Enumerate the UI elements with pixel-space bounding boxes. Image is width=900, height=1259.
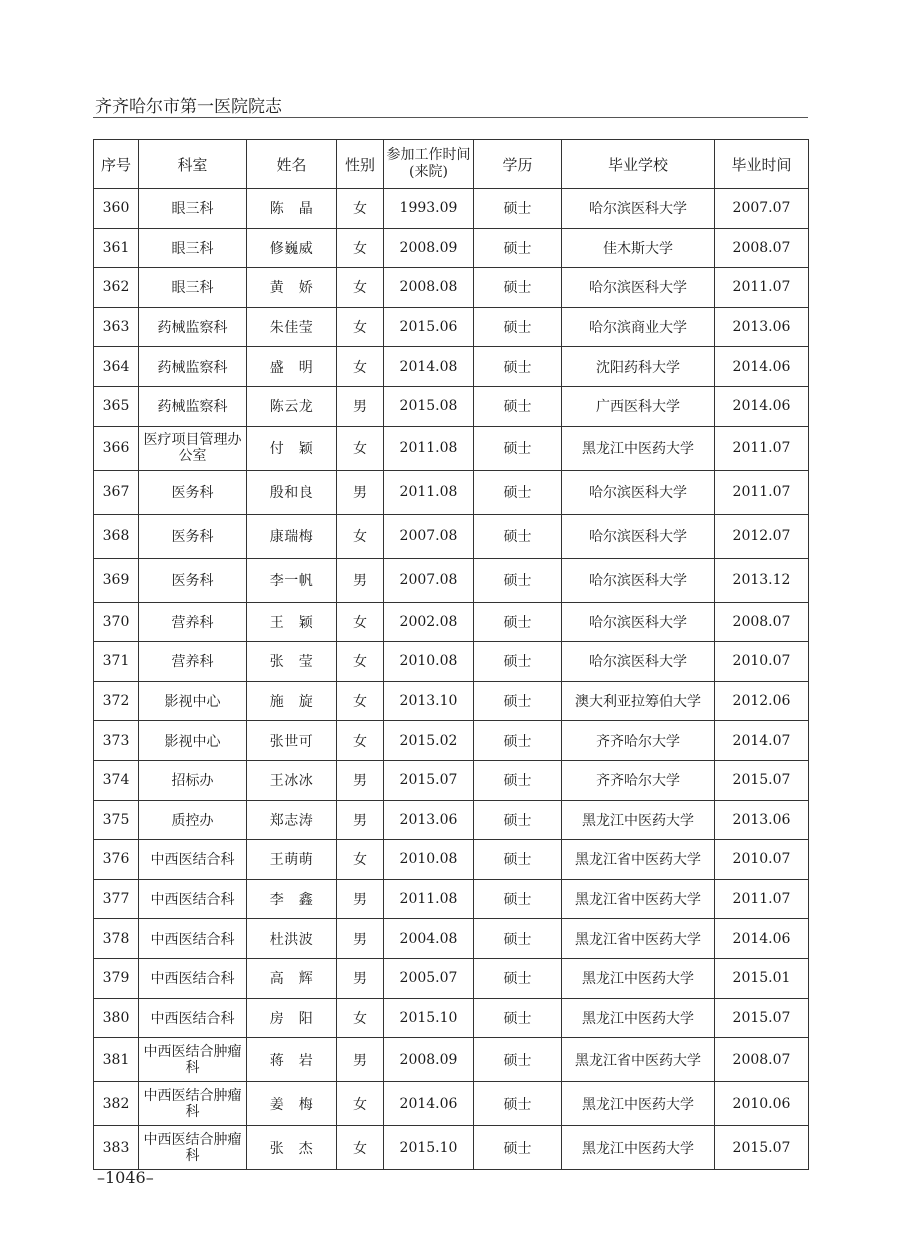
table-row: [94, 307, 809, 347]
cell-degree: 硕士: [474, 386, 562, 426]
cell-start-date: 1993.09: [384, 189, 474, 229]
cell-degree: 硕士: [474, 558, 562, 602]
cell-name: 盛 明: [247, 347, 337, 387]
cell-start-date: 2002.08: [384, 602, 474, 642]
cell-department: 中西医结合科: [139, 840, 247, 880]
cell-name: 殷和良: [247, 470, 337, 514]
cell-graduation-date: 2013.06: [715, 800, 809, 840]
cell-school: 黑龙江中医药大学: [562, 998, 715, 1038]
cell-gender: 女: [337, 228, 384, 268]
table-row: [94, 721, 809, 761]
staff-table: [93, 139, 809, 1170]
cell-graduation-date: 2010.06: [715, 1082, 809, 1126]
cell-index: 364: [94, 347, 139, 387]
cell-gender: 男: [337, 470, 384, 514]
cell-graduation-date: 2014.06: [715, 919, 809, 959]
cell-department: 医务科: [139, 514, 247, 558]
cell-graduation-date: 2011.07: [715, 268, 809, 308]
cell-degree: 硕士: [474, 268, 562, 308]
cell-gender: 女: [337, 1082, 384, 1126]
cell-start-date: 2008.09: [384, 1038, 474, 1082]
cell-index: 369: [94, 558, 139, 602]
cell-school: 黑龙江中医药大学: [562, 958, 715, 998]
table-row: [94, 919, 809, 959]
cell-department: 质控办: [139, 800, 247, 840]
table-row: [94, 1126, 809, 1170]
cell-index: 368: [94, 514, 139, 558]
cell-name: 修巍威: [247, 228, 337, 268]
cell-index: 380: [94, 998, 139, 1038]
cell-school: 黑龙江省中医药大学: [562, 879, 715, 919]
cell-degree: 硕士: [474, 514, 562, 558]
cell-department: 中西医结合科: [139, 919, 247, 959]
cell-start-date: 2010.08: [384, 840, 474, 880]
cell-start-date: 2014.06: [384, 1082, 474, 1126]
cell-department: 营养科: [139, 642, 247, 682]
cell-name: 姜 梅: [247, 1082, 337, 1126]
cell-index: 371: [94, 642, 139, 682]
table-row: [94, 514, 809, 558]
cell-department: 药械监察科: [139, 307, 247, 347]
column-header-name: 姓名: [247, 140, 337, 189]
table-header: [94, 140, 809, 189]
cell-gender: 女: [337, 514, 384, 558]
cell-school: 哈尔滨医科大学: [562, 189, 715, 229]
cell-graduation-date: 2015.07: [715, 760, 809, 800]
cell-name: 张世可: [247, 721, 337, 761]
cell-degree: 硕士: [474, 189, 562, 229]
cell-department: 中西医结合肿瘤科: [139, 1126, 247, 1170]
cell-graduation-date: 2012.07: [715, 514, 809, 558]
cell-name: 朱佳莹: [247, 307, 337, 347]
cell-gender: 男: [337, 958, 384, 998]
cell-gender: 女: [337, 307, 384, 347]
column-header-department: 科室: [139, 140, 247, 189]
cell-gender: 女: [337, 642, 384, 682]
cell-school: 黑龙江中医药大学: [562, 1126, 715, 1170]
cell-school: 哈尔滨商业大学: [562, 307, 715, 347]
cell-graduation-date: 2014.06: [715, 347, 809, 387]
cell-index: 377: [94, 879, 139, 919]
book-title: 齐齐哈尔市第一医院院志: [95, 97, 282, 117]
cell-start-date: 2011.08: [384, 470, 474, 514]
cell-degree: 硕士: [474, 426, 562, 470]
cell-name: 施 旋: [247, 681, 337, 721]
table-row: [94, 760, 809, 800]
column-header-start-date: 参加工作时间(来院): [384, 140, 474, 189]
cell-school: 哈尔滨医科大学: [562, 268, 715, 308]
cell-gender: 男: [337, 760, 384, 800]
cell-graduation-date: 2008.07: [715, 228, 809, 268]
cell-index: 379: [94, 958, 139, 998]
cell-index: 376: [94, 840, 139, 880]
cell-start-date: 2015.02: [384, 721, 474, 761]
table-row: [94, 602, 809, 642]
cell-school: 哈尔滨医科大学: [562, 470, 715, 514]
cell-gender: 女: [337, 189, 384, 229]
cell-degree: 硕士: [474, 800, 562, 840]
table-row: [94, 879, 809, 919]
cell-start-date: 2015.06: [384, 307, 474, 347]
table-row: [94, 347, 809, 387]
cell-school: 齐齐哈尔大学: [562, 721, 715, 761]
cell-school: 黑龙江省中医药大学: [562, 1038, 715, 1082]
column-header-degree: 学历: [474, 140, 562, 189]
cell-index: 372: [94, 681, 139, 721]
table-row: [94, 958, 809, 998]
cell-gender: 女: [337, 268, 384, 308]
cell-school: 黑龙江省中医药大学: [562, 840, 715, 880]
cell-start-date: 2011.08: [384, 426, 474, 470]
table-row: [94, 189, 809, 229]
cell-graduation-date: 2008.07: [715, 1038, 809, 1082]
cell-name: 蒋 岩: [247, 1038, 337, 1082]
cell-index: 383: [94, 1126, 139, 1170]
cell-school: 黑龙江中医药大学: [562, 800, 715, 840]
cell-graduation-date: 2011.07: [715, 426, 809, 470]
cell-name: 李一帆: [247, 558, 337, 602]
cell-graduation-date: 2015.07: [715, 1126, 809, 1170]
cell-department: 眼三科: [139, 268, 247, 308]
cell-gender: 男: [337, 386, 384, 426]
cell-start-date: 2011.08: [384, 879, 474, 919]
cell-name: 杜洪波: [247, 919, 337, 959]
cell-index: 360: [94, 189, 139, 229]
cell-department: 中西医结合科: [139, 998, 247, 1038]
cell-department: 中西医结合肿瘤科: [139, 1038, 247, 1082]
table-row: [94, 998, 809, 1038]
cell-name: 张 莹: [247, 642, 337, 682]
header-row: [94, 140, 809, 189]
cell-start-date: 2007.08: [384, 558, 474, 602]
cell-name: 黄 娇: [247, 268, 337, 308]
cell-gender: 男: [337, 1038, 384, 1082]
cell-gender: 男: [337, 879, 384, 919]
table-body: [94, 189, 809, 1170]
cell-start-date: 2013.06: [384, 800, 474, 840]
cell-graduation-date: 2008.07: [715, 602, 809, 642]
column-header-index: 序号: [94, 140, 139, 189]
cell-start-date: 2007.08: [384, 514, 474, 558]
table-row: [94, 1082, 809, 1126]
cell-name: 王萌萌: [247, 840, 337, 880]
table-row: [94, 386, 809, 426]
cell-degree: 硕士: [474, 347, 562, 387]
cell-degree: 硕士: [474, 760, 562, 800]
cell-gender: 女: [337, 1126, 384, 1170]
cell-graduation-date: 2014.06: [715, 386, 809, 426]
cell-degree: 硕士: [474, 840, 562, 880]
cell-name: 王冰冰: [247, 760, 337, 800]
cell-department: 中西医结合科: [139, 958, 247, 998]
cell-start-date: 2015.10: [384, 1126, 474, 1170]
cell-degree: 硕士: [474, 307, 562, 347]
cell-department: 医疗项目管理办公室: [139, 426, 247, 470]
column-header-graduation-date: 毕业时间: [715, 140, 809, 189]
cell-gender: 男: [337, 800, 384, 840]
cell-graduation-date: 2007.07: [715, 189, 809, 229]
cell-degree: 硕士: [474, 681, 562, 721]
cell-start-date: 2015.10: [384, 998, 474, 1038]
cell-department: 药械监察科: [139, 386, 247, 426]
cell-degree: 硕士: [474, 879, 562, 919]
cell-graduation-date: 2015.01: [715, 958, 809, 998]
cell-index: 365: [94, 386, 139, 426]
cell-department: 中西医结合肿瘤科: [139, 1082, 247, 1126]
table-row: [94, 642, 809, 682]
cell-degree: 硕士: [474, 470, 562, 514]
cell-graduation-date: 2010.07: [715, 642, 809, 682]
cell-degree: 硕士: [474, 1038, 562, 1082]
cell-department: 医务科: [139, 470, 247, 514]
cell-school: 哈尔滨医科大学: [562, 602, 715, 642]
cell-school: 哈尔滨医科大学: [562, 514, 715, 558]
table-row: [94, 470, 809, 514]
table-row: [94, 426, 809, 470]
cell-start-date: 2014.08: [384, 347, 474, 387]
cell-school: 齐齐哈尔大学: [562, 760, 715, 800]
table-row: [94, 558, 809, 602]
cell-start-date: 2015.07: [384, 760, 474, 800]
cell-department: 营养科: [139, 602, 247, 642]
cell-name: 张 杰: [247, 1126, 337, 1170]
page-header: [93, 88, 808, 118]
cell-degree: 硕士: [474, 228, 562, 268]
table-row: [94, 228, 809, 268]
cell-school: 沈阳药科大学: [562, 347, 715, 387]
cell-graduation-date: 2015.07: [715, 998, 809, 1038]
cell-department: 药械监察科: [139, 347, 247, 387]
cell-degree: 硕士: [474, 642, 562, 682]
table-row: [94, 840, 809, 880]
cell-index: 367: [94, 470, 139, 514]
cell-department: 招标办: [139, 760, 247, 800]
cell-department: 医务科: [139, 558, 247, 602]
cell-gender: 女: [337, 681, 384, 721]
cell-graduation-date: 2014.07: [715, 721, 809, 761]
cell-index: 370: [94, 602, 139, 642]
page-number: –1046–: [97, 1168, 154, 1187]
cell-gender: 女: [337, 347, 384, 387]
cell-start-date: 2013.10: [384, 681, 474, 721]
cell-school: 哈尔滨医科大学: [562, 642, 715, 682]
cell-graduation-date: 2011.07: [715, 879, 809, 919]
cell-department: 眼三科: [139, 228, 247, 268]
cell-graduation-date: 2012.06: [715, 681, 809, 721]
cell-degree: 硕士: [474, 602, 562, 642]
cell-department: 眼三科: [139, 189, 247, 229]
cell-start-date: 2005.07: [384, 958, 474, 998]
cell-degree: 硕士: [474, 958, 562, 998]
cell-school: 哈尔滨医科大学: [562, 558, 715, 602]
cell-start-date: 2015.08: [384, 386, 474, 426]
cell-name: 康瑞梅: [247, 514, 337, 558]
cell-index: 363: [94, 307, 139, 347]
cell-start-date: 2008.09: [384, 228, 474, 268]
cell-name: 付 颖: [247, 426, 337, 470]
cell-degree: 硕士: [474, 919, 562, 959]
cell-gender: 女: [337, 426, 384, 470]
cell-school: 黑龙江中医药大学: [562, 1082, 715, 1126]
cell-gender: 女: [337, 840, 384, 880]
cell-name: 高 辉: [247, 958, 337, 998]
cell-graduation-date: 2013.06: [715, 307, 809, 347]
cell-gender: 女: [337, 998, 384, 1038]
cell-school: 广西医科大学: [562, 386, 715, 426]
cell-index: 361: [94, 228, 139, 268]
column-header-school: 毕业学校: [562, 140, 715, 189]
cell-name: 王 颖: [247, 602, 337, 642]
cell-degree: 硕士: [474, 998, 562, 1038]
table-row: [94, 268, 809, 308]
cell-gender: 女: [337, 721, 384, 761]
cell-index: 373: [94, 721, 139, 761]
cell-gender: 女: [337, 602, 384, 642]
cell-index: 366: [94, 426, 139, 470]
table-row: [94, 800, 809, 840]
cell-degree: 硕士: [474, 721, 562, 761]
cell-department: 影视中心: [139, 721, 247, 761]
cell-index: 378: [94, 919, 139, 959]
table-row: [94, 681, 809, 721]
cell-degree: 硕士: [474, 1082, 562, 1126]
cell-start-date: 2008.08: [384, 268, 474, 308]
cell-school: 黑龙江中医药大学: [562, 426, 715, 470]
cell-gender: 男: [337, 919, 384, 959]
cell-index: 374: [94, 760, 139, 800]
cell-school: 佳木斯大学: [562, 228, 715, 268]
cell-name: 郑志涛: [247, 800, 337, 840]
cell-start-date: 2004.08: [384, 919, 474, 959]
cell-index: 375: [94, 800, 139, 840]
table-row: [94, 1038, 809, 1082]
column-header-gender: 性别: [337, 140, 384, 189]
cell-name: 陈 晶: [247, 189, 337, 229]
cell-name: 陈云龙: [247, 386, 337, 426]
cell-school: 澳大利亚拉筹伯大学: [562, 681, 715, 721]
cell-degree: 硕士: [474, 1126, 562, 1170]
cell-index: 362: [94, 268, 139, 308]
cell-department: 中西医结合科: [139, 879, 247, 919]
cell-start-date: 2010.08: [384, 642, 474, 682]
cell-name: 房 阳: [247, 998, 337, 1038]
cell-gender: 男: [337, 558, 384, 602]
cell-index: 382: [94, 1082, 139, 1126]
cell-department: 影视中心: [139, 681, 247, 721]
cell-index: 381: [94, 1038, 139, 1082]
cell-graduation-date: 2013.12: [715, 558, 809, 602]
cell-graduation-date: 2011.07: [715, 470, 809, 514]
cell-graduation-date: 2010.07: [715, 840, 809, 880]
cell-school: 黑龙江省中医药大学: [562, 919, 715, 959]
cell-name: 李 鑫: [247, 879, 337, 919]
